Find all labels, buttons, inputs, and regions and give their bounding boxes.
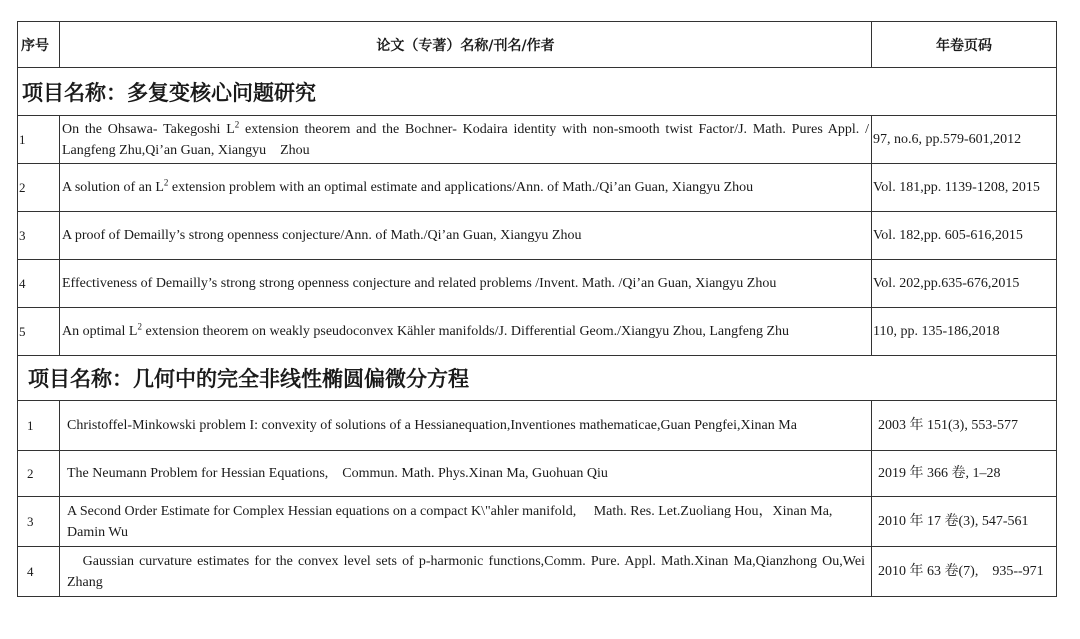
row-number: 5 [18, 308, 60, 356]
row-number: 3 [18, 212, 60, 260]
table-row [18, 260, 1057, 308]
header-title: 论文（专著）名称/刊名/作者 [60, 22, 872, 68]
row-title: Christoffel-Minkowski problem I: convexity of solutions of a Hessianequation,Inventiones mathematicae,Guan Pengfei,Xinan Ma [60, 401, 872, 451]
publication-table-document [17, 21, 1056, 597]
row-pages: Vol. 202,pp.635-676,2015 [872, 260, 1057, 308]
header-pages: 年卷页码 [872, 22, 1057, 68]
row-number: 3 [18, 497, 60, 547]
section1-heading: 项目名称：多复变核心问题研究 [18, 68, 1057, 116]
table-row [18, 116, 1057, 164]
section2-heading: 项目名称：几何中的完全非线性椭圆偏微分方程 [18, 356, 1057, 401]
row-title: Effectiveness of Demailly’s strong strong openness conjecture and related problems /Invent. Math. /Qi’an Guan, Xiangyu Zhou [60, 260, 872, 308]
header-number: 序号 [18, 22, 60, 68]
row-number: 4 [18, 547, 60, 597]
row-pages: Vol. 182,pp. 605-616,2015 [872, 212, 1057, 260]
row-number: 1 [18, 116, 60, 164]
table-row [18, 164, 1057, 212]
row-number: 1 [18, 401, 60, 451]
table-row [18, 451, 1057, 497]
table-row [18, 547, 1057, 597]
row-number: 4 [18, 260, 60, 308]
row-pages: 2010 年 17 卷(3), 547-561 [872, 497, 1057, 547]
row-title: The Neumann Problem for Hessian Equations, Commun. Math. Phys.Xinan Ma, Guohuan Qiu [60, 451, 872, 497]
row-title: Gaussian curvature estimates for the convex level sets of p-harmonic functions,Comm. Pure. Appl. Math.Xinan Ma,Qianzhong Ou,Wei Zhang [60, 547, 872, 597]
table-row [18, 401, 1057, 451]
row-title: A solution of an $L^2$ extension problem with an optimal estimate and applications/Ann. of Math./Qi’an Guan, Xiangyu Zhou [60, 164, 872, 212]
row-pages: 110, pp. 135-186,2018 [872, 308, 1057, 356]
row-pages: 2019 年 366 卷, 1–28 [872, 451, 1057, 497]
table-row [18, 497, 1057, 547]
row-title: A Second Order Estimate for Complex Hessian equations on a compact K\"ahler manifold, Math. Res. Let.Zuoliang Hou，Xinan Ma, Damin Wu [60, 497, 872, 547]
row-number: 2 [18, 451, 60, 497]
row-title: An optimal $L^2$ extension theorem on weakly pseudoconvex Kähler manifolds/J. Differential Geom./Xiangyu Zhou, Langfeng Zhu [60, 308, 872, 356]
row-pages: Vol. 181,pp. 1139-1208, 2015 [872, 164, 1057, 212]
row-title: A proof of Demailly’s strong openness conjecture/Ann. of Math./Qi’an Guan, Xiangyu Zhou [60, 212, 872, 260]
publication-table [17, 21, 1057, 597]
table-row [18, 212, 1057, 260]
section-heading-row [18, 356, 1057, 401]
row-pages: 2010 年 63 卷(7), 935--971 [872, 547, 1057, 597]
row-title: On the Ohsawa- Takegoshi $L^2$ extension theorem and the Bochner- Kodaira identity with non-smooth twist Factor/J. Math. Pures Appl. / Langfeng Zhu,Qi’an Guan, Xiangyu Zhou [60, 116, 872, 164]
section-heading-row [18, 68, 1057, 116]
row-number: 2 [18, 164, 60, 212]
row-pages: 97, no.6, pp.579-601,2012 [872, 116, 1057, 164]
table-row [18, 308, 1057, 356]
table-header-row [18, 22, 1057, 68]
row-pages: 2003 年 151(3), 553-577 [872, 401, 1057, 451]
